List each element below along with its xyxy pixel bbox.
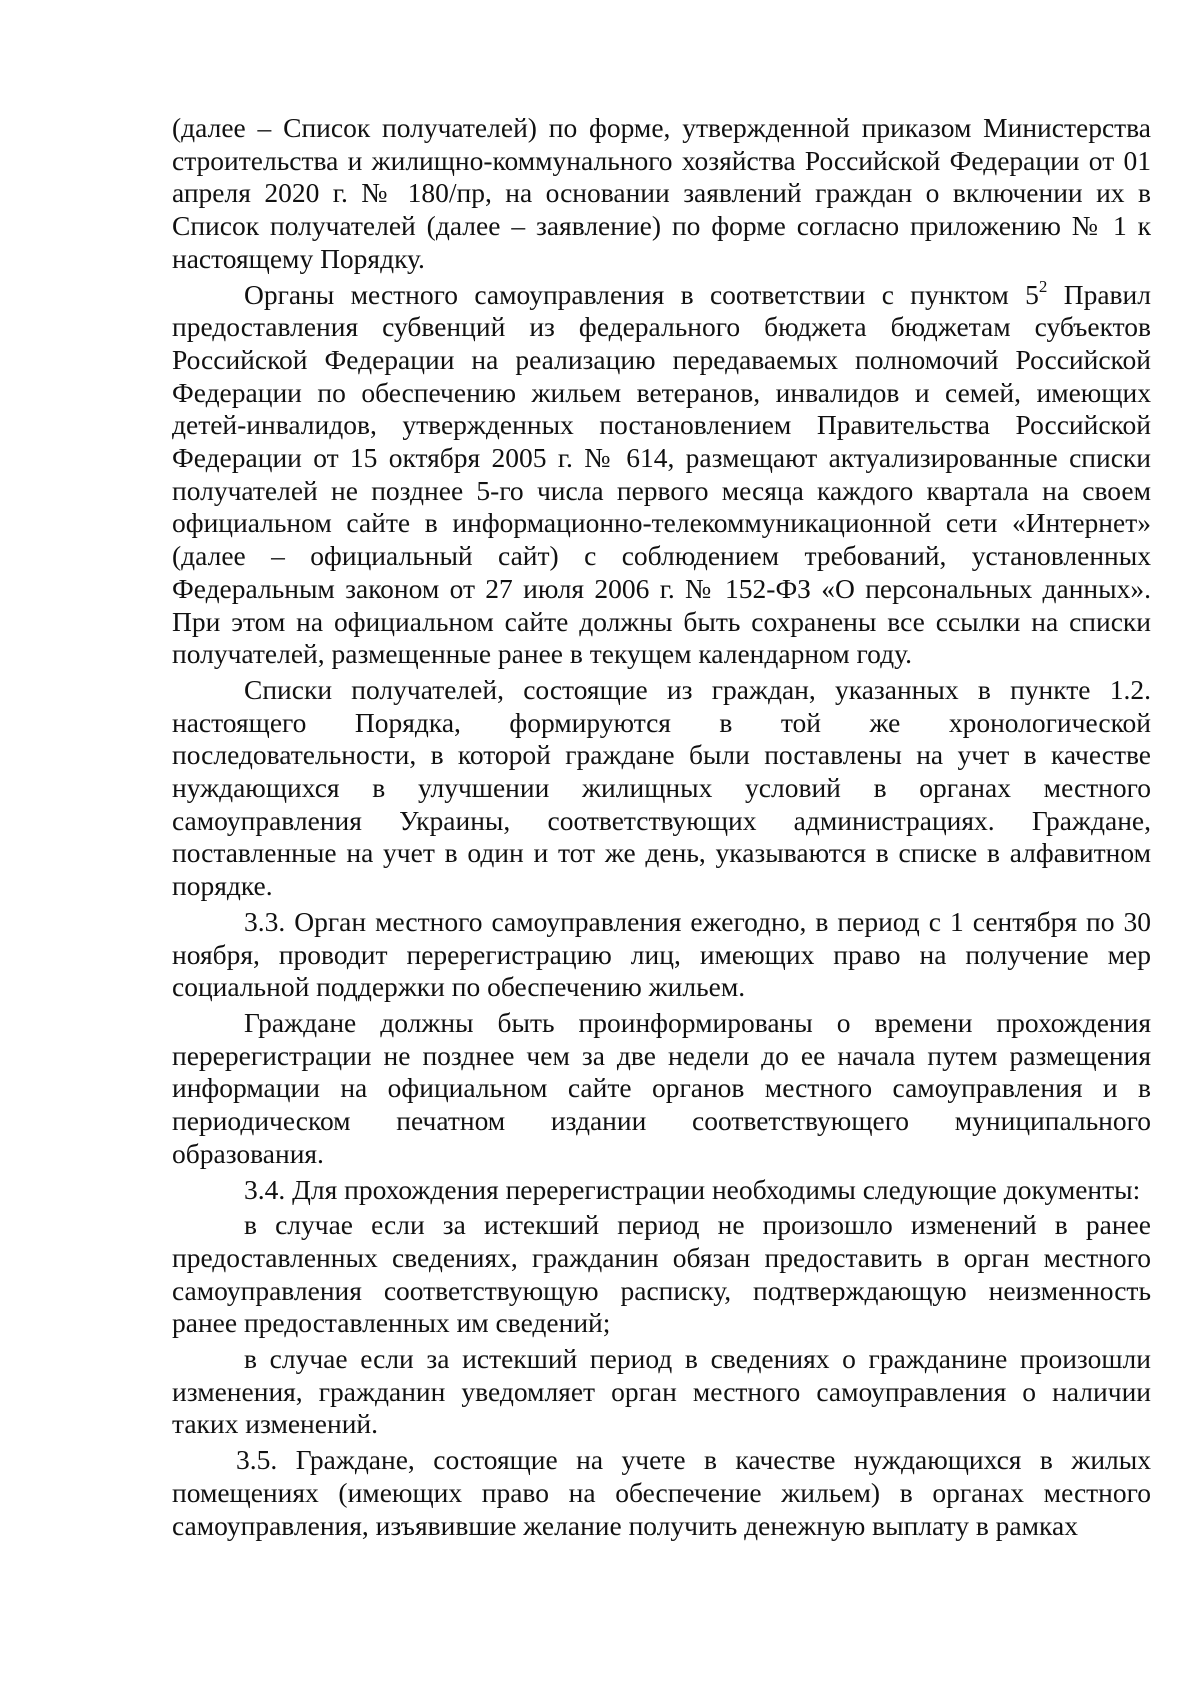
superscript-marker: 2 <box>1038 276 1048 296</box>
paragraph-citizens-informed: Граждане должны быть проинформированы о времени прохождения перерегистрации не позднее чем за две недели до ее начала путем размещения информации на официальном сайте органов местного самоуправления и в периодическом печатном издании соответствующего муниципального образования. <box>172 1006 1151 1169</box>
paragraph-no-changes-receipt: в случае если за истекший период не произошло изменений в ранее предоставленных сведениях, гражданин обязан предоставить в орган местного самоуправления соответствующую расписку, подтверждающую неизменность ранее предоставленных им сведений; <box>172 1209 1151 1339</box>
paragraph-local-government-publication <box>172 276 1151 671</box>
paragraph-3-5-citizens-registered: 3.5. Граждане, состоящие на учете в качестве нуждающихся в жилых помещениях (имеющих право на обеспечение жильем) в органах местного самоуправления, изъявившие желание получить денежную выплату в рамках <box>172 1444 1151 1541</box>
paragraph-text-before-superscript: Органы местного самоуправления в соответствии с пунктом 5 <box>244 278 1039 310</box>
paragraph-3-4-documents: 3.4. Для прохождения перерегистрации необходимы следующие документы: <box>244 1173 1141 1205</box>
paragraph-text-after-superscript: Правил предоставления субвенций из федерального бюджета бюджетам субъектов Российской Федерации на реализацию передаваемых полномочий Российской Федерации по обеспечению жильем ветеранов, инвалидов и семей, имеющих детей-инвалидов, утвержденных постановлением Правительства Российской Федерации от 15 октября 2005 г. № 614, размещают актуализированные списки получателей не позднее 5-го числа первого месяца каждого квартала на своем официальном сайте в информационно-телекоммуникационной сети «Интернет» (далее – официальный сайт) с соблюдением требований, установленных Федеральным законом от 27 июля 2006 г. № 152-ФЗ «О персональных данных». При этом на официальном сайте должны быть сохранены все ссылки на списки получателей, размещенные ранее в текущем календарном году. <box>172 278 1151 670</box>
document-page <box>172 112 1151 1542</box>
paragraph-3-3-reregistration: 3.3. Орган местного самоуправления ежегодно, в период с 1 сентября по 30 ноября, проводит перерегистрацию лиц, имеющих право на получение мер социальной поддержки по обеспечению жильем. <box>172 905 1151 1003</box>
paragraph-recipients-list-form: (далее – Список получателей) по форме, утвержденной приказом Министерства строительства и жилищно-коммунального хозяйства Российской Федерации от 01 апреля 2020 г. № 180/пр, на основании заявлений граждан о включении их в Список получателей (далее – заявление) по форме согласно приложению № 1 к настоящему Порядку. <box>172 112 1151 274</box>
paragraph-recipient-lists-order: Списки получателей, состоящие из граждан, указанных в пункте 1.2. настоящего Порядка, формируются в той же хронологической последовательности, в которой граждане были поставлены на учет в качестве нуждающихся в улучшении жилищных условий в органах местного самоуправления Украины, соответствующих администрациях. Граждане, поставленные на учет в один и тот же день, указываются в списке в алфавитном порядке. <box>172 673 1151 902</box>
paragraph-changes-notification: в случае если за истекший период в сведениях о гражданине произошли изменения, гражданин уведомляет орган местного самоуправления о наличии таких изменений. <box>172 1343 1151 1440</box>
